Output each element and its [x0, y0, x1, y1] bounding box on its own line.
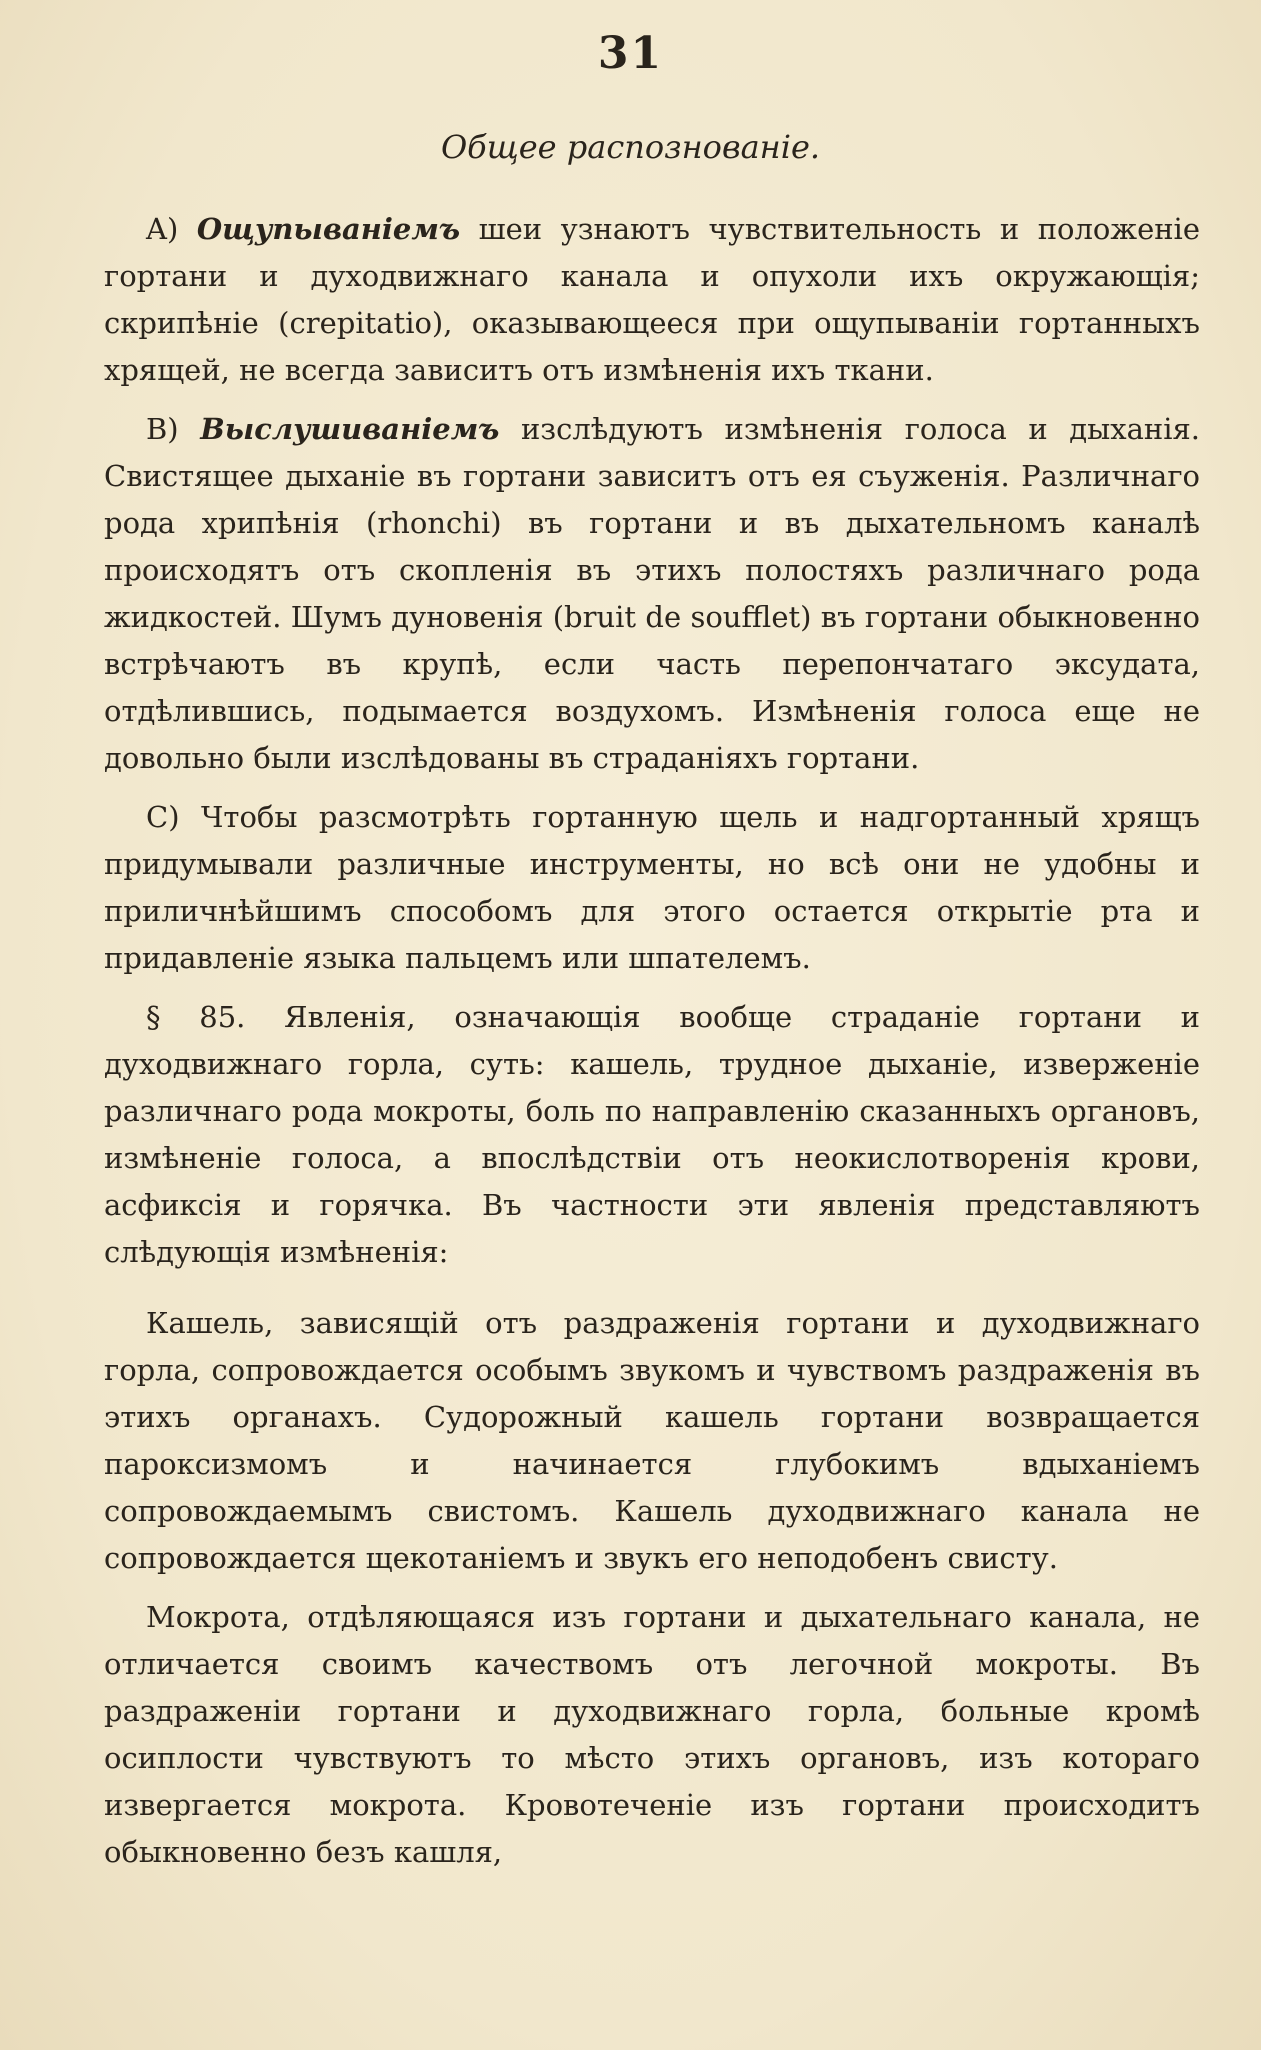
- paragraph-sputum: [104, 1594, 1200, 1876]
- section-heading: Общее распознованіе.: [440, 128, 821, 166]
- paragraph-c-text: Чтобы разсмотрѣть гортанную щель и надгортанный хрящъ придумывали различные инструменты, но всѣ они не удобны и приличнѣйшимъ способомъ для этого остается открытіе рта и придавленіе языка пальцемъ или шпателемъ.: [104, 800, 1200, 975]
- paragraph-sputum-text: Мокрота, отдѣляющаяся изъ гортани и дыхательнаго канала, не отличается своимъ качествомъ отъ легочной мокроты. Въ раздраженіи гортани и духодвижнаго горла, больные кромѣ осиплости чувствуютъ то мѣсто этихъ органовъ, изъ котораго извергается мокрота. Кровотеченіе изъ гортани происходитъ обыкновенно безъ кашля,: [104, 1600, 1200, 1869]
- paragraph-cough-text: Кашель, зависящій отъ раздраженія гортани и духодвижнаго горла, сопровождается особымъ звукомъ и чувствомъ раздраженія въ этихъ органахъ. Судорожный кашель гортани возвращается пароксизмомъ и начинается глубокимъ вдыханіемъ сопровождаемымъ свистомъ. Кашель духодвижнаго канала не сопровождается щекотаніемъ и звукъ его неподобенъ свисту.: [104, 1306, 1200, 1575]
- paragraph-b-text: изслѣдуютъ измѣненія голоса и дыханія. Свистящее дыханіе въ гортани зависитъ отъ ея съуженія. Различнаго рода хрипѣнія (rhonchi) въ гортани и въ дыхательномъ каналѣ происходятъ отъ скопленія въ этихъ полостяхъ различнаго рода жидкостей. Шумъ дуновенія (bruit de soufflet) въ гортани обыкновенно встрѣчаютъ въ крупѣ, если часть перепончатаго эксудата, отдѣлившись, подымается воздухомъ. Измѣненія голоса еще не довольно были изслѣдованы въ страданіяхъ гортани.: [104, 412, 1200, 775]
- paragraph-85-lead: § 85.: [146, 1000, 285, 1034]
- paragraph-a: [104, 206, 1200, 394]
- paragraph-b-lead: B): [146, 412, 201, 446]
- paragraph-b: [104, 406, 1200, 782]
- paragraph-c-lead: C): [146, 800, 201, 834]
- paragraph-85: [104, 994, 1200, 1276]
- paragraph-a-lead: A): [146, 212, 197, 246]
- paragraph-c: [104, 794, 1200, 982]
- body-text: [104, 206, 1200, 1888]
- paragraph-a-term: Ощупываніемъ: [196, 212, 461, 246]
- paragraph-cough: [104, 1300, 1200, 1582]
- paragraph-85-text: Явленія, означающія вообще страданіе гортани и духодвижнаго горла, суть: кашель, трудное дыханіе, изверженіе различнаго рода мокроты, боль по направленію сказанныхъ органовъ, измѣненіе голоса, а впослѣдствіи отъ неокислотворенія крови, асфиксія и горячка. Въ частности эти явленія представляютъ слѣдующія измѣненія:: [104, 1000, 1200, 1269]
- page-number: 31: [597, 28, 664, 79]
- paragraph-b-term: Выслушиваніемъ: [200, 412, 500, 446]
- paragraph-a-text: шеи узнаютъ чувствительность и положеніе гортани и духодвижнаго канала и опухоли ихъ окружающія; скрипѣніе (crepitatio), оказывающееся при ощупываніи гортанныхъ хрящей, не всегда зависитъ отъ измѣненія ихъ ткани.: [104, 212, 1200, 387]
